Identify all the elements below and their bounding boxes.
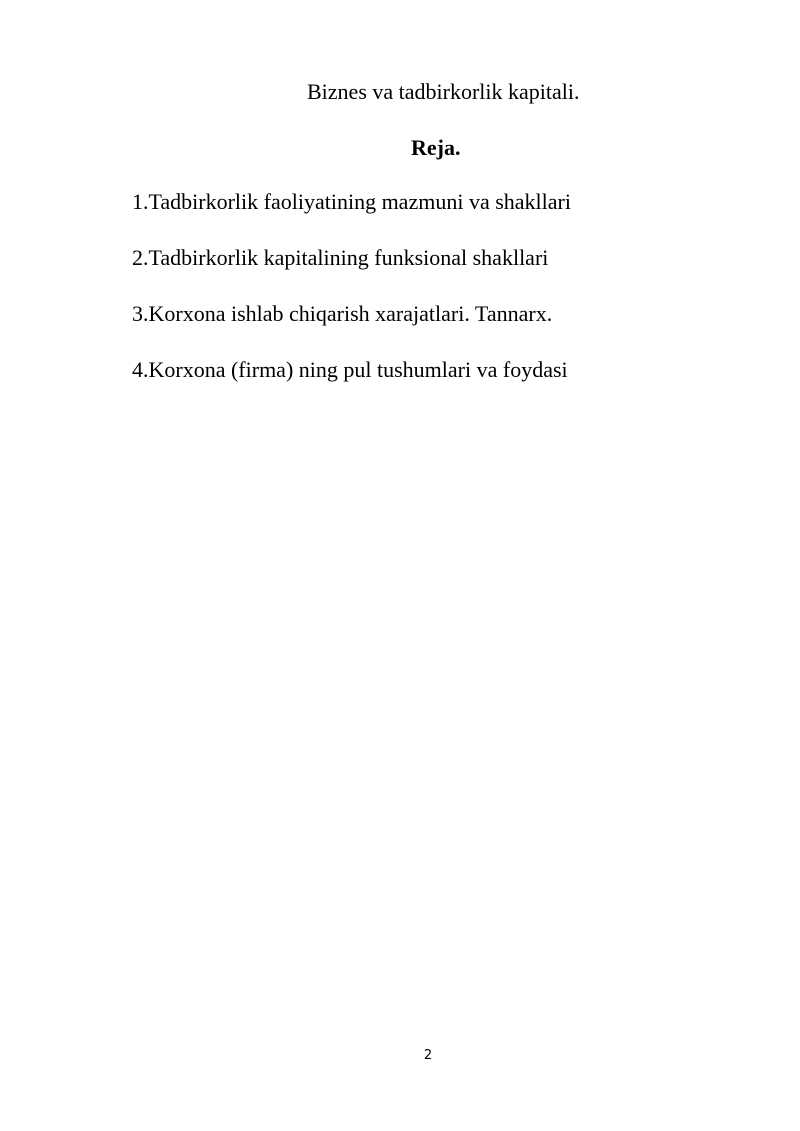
document-title: Biznes va tadbirkorlik kapitali. — [307, 79, 580, 104]
plan-heading: Reja. — [411, 135, 461, 160]
plan-list — [132, 188, 571, 412]
plan-item: 1.Tadbirkorlik faoliyatining mazmuni va shakllari — [132, 189, 571, 214]
plan-item: 2.Tadbirkorlik kapitalining funksional shakllari — [132, 245, 549, 270]
plan-item: 3.Korxona ishlab chiqarish xarajatlari. Tannarx. — [132, 301, 553, 326]
page-number: 2 — [423, 1048, 433, 1063]
plan-item: 4.Korxona (firma) ning pul tushumlari va foydasi — [132, 357, 568, 382]
